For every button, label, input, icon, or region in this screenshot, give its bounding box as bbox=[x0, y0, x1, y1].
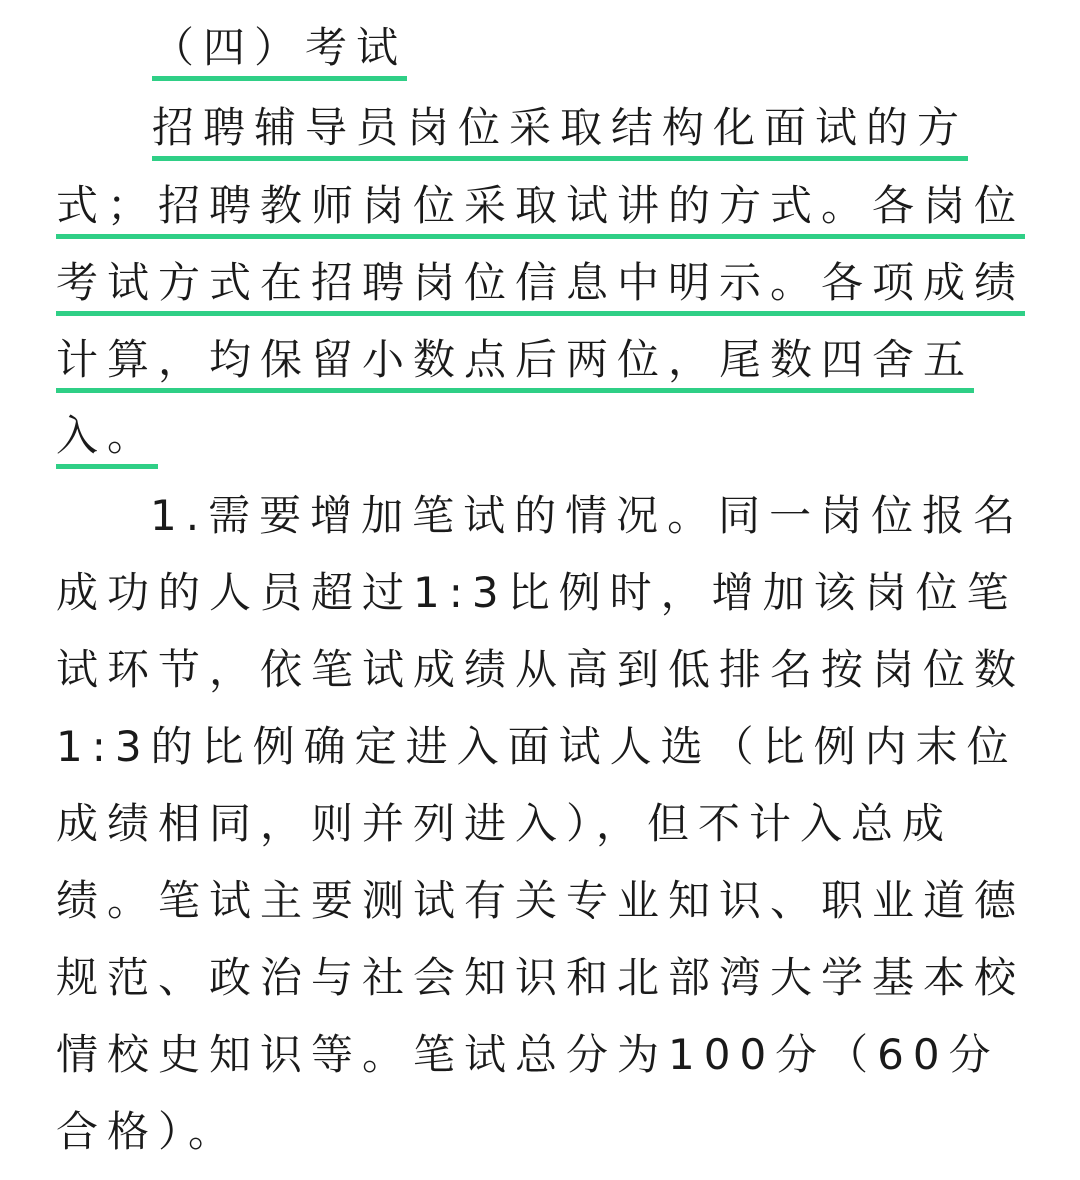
highlighted-line-1 bbox=[152, 102, 968, 161]
body-line-3: 试环节，依笔试成绩从高到低排名按岗位数 bbox=[56, 645, 1026, 694]
body-line-6: 绩。笔试主要测试有关专业知识、职业道德 bbox=[56, 876, 1026, 925]
highlighted-text-5: 入。 bbox=[56, 410, 158, 469]
body-line-8: 情校史知识等。笔试总分为100分（60分 bbox=[56, 1030, 1000, 1079]
highlighted-line-5 bbox=[56, 410, 158, 469]
highlighted-line-2 bbox=[56, 180, 1025, 239]
body-line-9: 合格）。 bbox=[56, 1107, 240, 1156]
body-line-2: 成功的人员超过1:3比例时，增加该岗位笔 bbox=[56, 568, 1018, 617]
body-line-4: 1:3的比例确定进入面试人选（比例内末位 bbox=[56, 722, 1018, 771]
highlighted-text-1: 招聘辅导员岗位采取结构化面试的方 bbox=[152, 102, 968, 161]
highlighted-text-3: 考试方式在招聘岗位信息中明示。各项成绩 bbox=[56, 257, 1025, 316]
highlighted-text-4: 计算，均保留小数点后两位，尾数四舍五 bbox=[56, 334, 974, 393]
highlighted-line-3 bbox=[56, 257, 1025, 316]
section-heading-line bbox=[152, 22, 407, 81]
body-line-1: 1.需要增加笔试的情况。同一岗位报名 bbox=[150, 491, 1025, 540]
body-line-5: 成绩相同，则并列进入），但不计入总成 bbox=[56, 799, 954, 848]
highlighted-text-2: 式；招聘教师岗位采取试讲的方式。各岗位 bbox=[56, 180, 1025, 239]
section-heading: （四）考试 bbox=[152, 22, 407, 81]
body-line-7: 规范、政治与社会知识和北部湾大学基本校 bbox=[56, 953, 1026, 1002]
highlighted-line-4 bbox=[56, 334, 974, 393]
